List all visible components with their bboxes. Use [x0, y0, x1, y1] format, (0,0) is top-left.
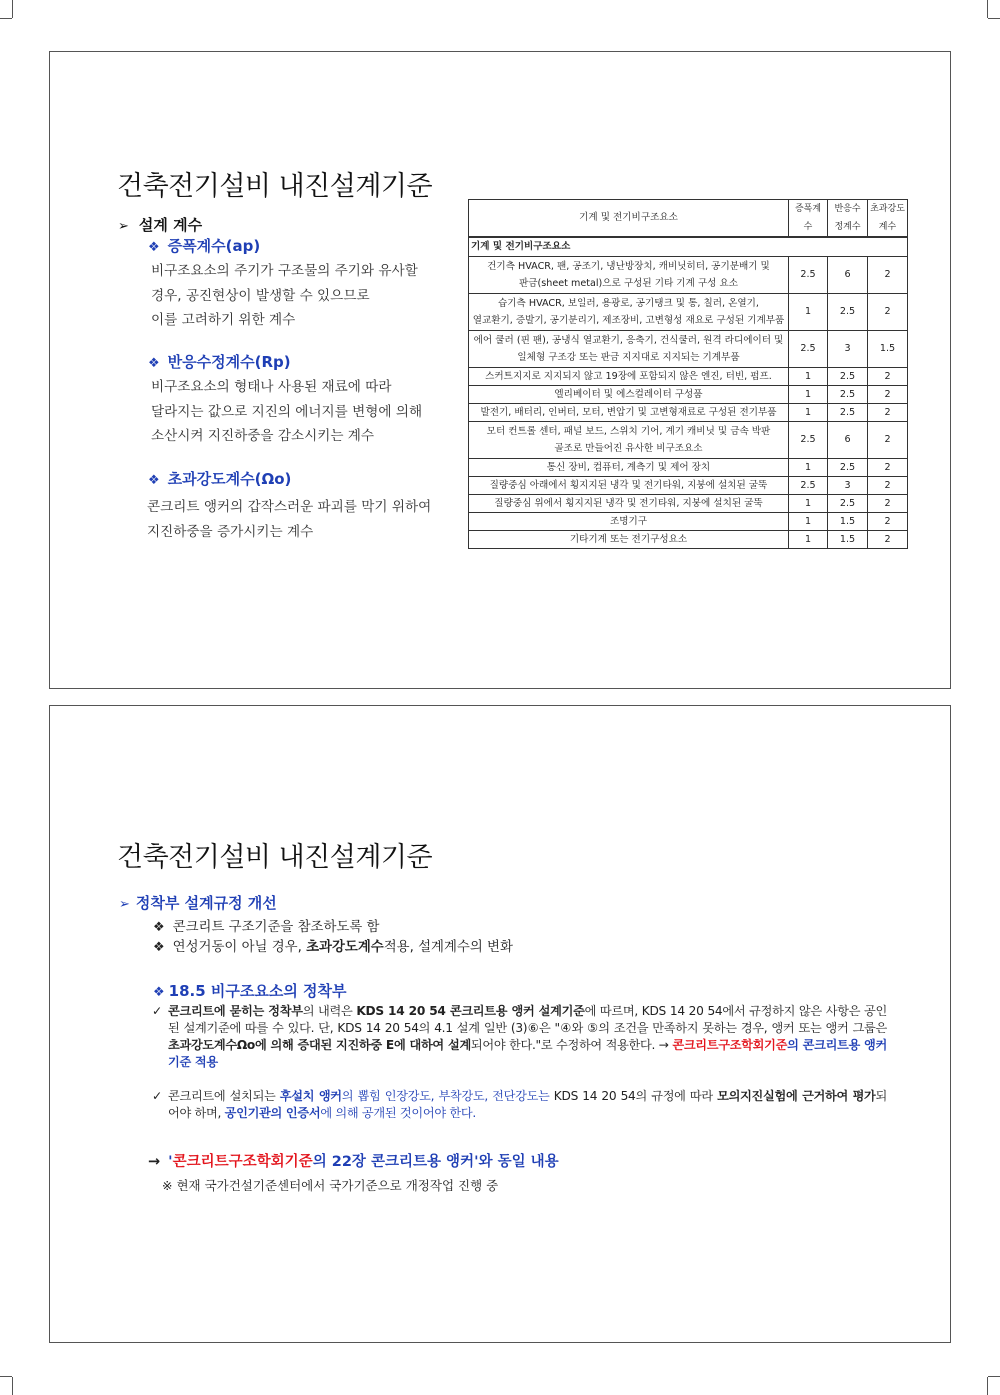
diamond-bullet-icon: ❖ — [148, 240, 160, 255]
rp-cell: 3 — [828, 330, 868, 367]
ap-cell: 1 — [789, 367, 828, 385]
slide-1 — [49, 51, 951, 689]
omega-cell: 2 — [868, 421, 908, 458]
section-heading: ➢ 설계 계수 — [118, 216, 203, 234]
arrow-bullet-icon: ➢ — [118, 219, 129, 234]
component-cell: 발전기, 배터리, 인버터, 모터, 변압기 및 고변형재료로 구성된 전기부품 — [469, 403, 789, 421]
table-row — [469, 476, 908, 494]
col-header-rp: 반응수 정계수 — [828, 200, 868, 238]
ap-cell: 1 — [789, 293, 828, 330]
omega-cell: 2 — [868, 367, 908, 385]
table-row — [469, 330, 908, 367]
conclusion-line: → '콘크리트구조학회기준의 22장 콘크리트용 앵커'와 동일 내용 — [148, 1154, 559, 1170]
diamond-bullet-icon: ❖ — [153, 920, 165, 935]
crop-mark — [987, 0, 988, 18]
component-cell: 습기측 HVACR, 보일러, 용광로, 공기탱크 및 통, 칠러, 온열기, 열교환기, 증발기, 공기분리기, 제조장비, 고변형성 재요로 구성된 기계부품 — [469, 293, 789, 330]
component-cell: 질량중심 아래에서 횡지지된 냉각 및 전기타워, 지붕에 설치된 굴뚝 — [469, 476, 789, 494]
component-cell: 에어 쿨러 (핀 팬), 공냉식 열교환기, 응축기, 건식쿨러, 원격 라디에이터 및 일체형 구조강 또는 판금 지지대로 지지되는 기계부품 — [469, 330, 789, 367]
omega-cell: 2 — [868, 476, 908, 494]
component-cell: 질량중심 위에서 횡지지된 냉각 및 전기타워, 지붕에 설치된 굴뚝 — [469, 494, 789, 512]
omega-cell: 1.5 — [868, 330, 908, 367]
checkmark-icon: ✓ — [152, 1004, 163, 1018]
component-cell: 모터 컨트롤 센터, 패널 보드, 스위치 기어, 계기 캐비닛 및 금속 박판 골조로 만들어진 유사한 비구조요소 — [469, 421, 789, 458]
table-row — [469, 367, 908, 385]
rp-cell: 2.5 — [828, 293, 868, 330]
paragraph-omega: 콘크리트 앵커의 갑작스러운 파괴를 막기 위하여 지진하중을 증가시키는 계수 — [147, 499, 432, 540]
crop-mark — [987, 1377, 988, 1395]
rp-cell: 2.5 — [828, 494, 868, 512]
rp-cell: 3 — [828, 476, 868, 494]
component-cell: 엘리베이터 및 에스컬레이터 구성품 — [469, 385, 789, 403]
col-header-omega: 초과강도 계수 — [868, 200, 908, 238]
table-row — [469, 403, 908, 421]
table-row — [469, 421, 908, 458]
slide-2 — [49, 705, 951, 1343]
rp-cell: 2.5 — [828, 367, 868, 385]
omega-cell: 2 — [868, 403, 908, 421]
omega-cell: 2 — [868, 385, 908, 403]
slide-title: 건축전기설비 내진설계기준 — [117, 171, 433, 202]
rp-cell: 1.5 — [828, 530, 868, 548]
diamond-bullet-icon: ❖ — [148, 473, 160, 488]
crop-mark — [0, 18, 12, 19]
omega-cell: 2 — [868, 293, 908, 330]
coefficient-table — [468, 199, 908, 549]
crop-mark — [0, 1376, 12, 1377]
crop-mark — [988, 18, 1000, 19]
rp-cell: 6 — [828, 421, 868, 458]
omega-cell: 2 — [868, 530, 908, 548]
ap-cell: 1 — [789, 494, 828, 512]
rp-cell: 2.5 — [828, 458, 868, 476]
slide-title: 건축전기설비 내진설계기준 — [117, 842, 433, 873]
table-row — [469, 530, 908, 548]
omega-cell: 2 — [868, 512, 908, 530]
subheading-ap: ❖ 증폭계수(ap) — [148, 237, 261, 255]
table-row — [469, 256, 908, 293]
ap-cell: 1 — [789, 512, 828, 530]
diamond-bullet-icon: ❖ — [148, 356, 160, 371]
component-cell: 조명기구 — [469, 512, 789, 530]
diamond-bullet-icon: ❖ — [153, 985, 165, 1000]
subheading-rp: ❖ 반응수정계수(Rp) — [148, 353, 291, 371]
ap-cell: 1 — [789, 403, 828, 421]
table-row — [469, 458, 908, 476]
diamond-bullet-icon: ❖ — [153, 940, 165, 955]
paragraph-ap: 비구조요소의 주기가 구조물의 주기와 유사할 경우, 공진현상이 발생할 수 있으므로 이를 고려하기 위한 계수 — [151, 263, 418, 328]
check-item-embedded-anchor: ✓ 콘크리트에 묻히는 정착부의 내력은 KDS 14 20 54 콘크리트용 앵커 설계기준에 따르며, KDS 14 20 54에서 규정하지 않은 사항은 공인된 설계기준에 따를 수 있다. 단, KDS 14 20 54의 4.1 설계 일반 (3)⑥은 "④와 ⑤의 조건을 만족하지 못하는 경우, 앵커 또는 앵커 그룹은 초과강도계수Ωo에 의해 증대된 지진하중 E에 대하여 설계되어야 한다."로 수정하여 적용한다. → 콘크리트구조학회기준의 콘크리트용 앵커기준 적용 — [152, 1004, 887, 1069]
table-row — [469, 512, 908, 530]
bullet-item: ❖ 콘크리트 구조기준을 참조하도록 함 — [153, 920, 380, 935]
rp-cell: 2.5 — [828, 403, 868, 421]
footnote: ※ 현재 국가건설기준센터에서 국가기준으로 개정작업 진행 중 — [162, 1178, 499, 1193]
omega-cell: 2 — [868, 458, 908, 476]
section-heading: ➢ 정착부 설계규정 개선 — [119, 894, 277, 912]
col-header-component: 기계 및 전기비구조요소 — [469, 200, 789, 238]
ap-cell: 2.5 — [789, 330, 828, 367]
crop-mark — [12, 0, 13, 18]
omega-cell: 2 — [868, 494, 908, 512]
table-row — [469, 293, 908, 330]
checkmark-icon: ✓ — [152, 1089, 163, 1103]
crop-mark — [12, 1377, 13, 1395]
component-cell: 건기측 HVACR, 팬, 공조기, 냉난방장치, 캐비닛히터, 공기분배기 및 판금(sheet metal)으로 구성된 기타 기계 구성 요소 — [469, 256, 789, 293]
ap-cell: 1 — [789, 385, 828, 403]
ap-cell: 1 — [789, 530, 828, 548]
table-category-row — [469, 237, 908, 256]
rp-cell: 6 — [828, 256, 868, 293]
arrow-bullet-icon: ➢ — [119, 897, 130, 912]
component-cell: 스커트지지로 지지되지 않고 19장에 포함되지 않은 엔진, 터빈, 펌프. — [469, 367, 789, 385]
crop-mark — [988, 1376, 1000, 1377]
rp-cell: 2.5 — [828, 385, 868, 403]
table-row — [469, 385, 908, 403]
component-cell: 통신 장비, 컴퓨터, 계측기 및 제어 장치 — [469, 458, 789, 476]
category-label: 기계 및 전기비구조요소 — [469, 237, 908, 256]
subheading-omega: ❖ 초과강도계수(Ωo) — [148, 470, 292, 488]
col-header-ap: 증폭계수 — [789, 200, 828, 238]
ap-cell: 2.5 — [789, 421, 828, 458]
rp-cell: 1.5 — [828, 512, 868, 530]
check-item-post-installed-anchor: ✓ 콘크리트에 설치되는 후설치 앵커의 뽑힘 인장강도, 부착강도, 전단강도는 KDS 14 20 54의 규정에 따라 모의지진실험에 근거하여 평가되어야 하며, 공인기관의 인증서에 의해 공개된 것이어야 한다. — [152, 1089, 888, 1120]
paragraph-rp: 비구조요소의 형태나 사용된 재료에 따라 달라지는 값으로 지진의 에너지를 변형에 의해 소산시켜 지진하중을 감소시키는 계수 — [151, 379, 423, 444]
omega-cell: 2 — [868, 256, 908, 293]
table-header-row — [469, 200, 908, 238]
right-arrow-icon: → — [148, 1154, 161, 1170]
ap-cell: 2.5 — [789, 256, 828, 293]
table-row — [469, 494, 908, 512]
ap-cell: 2.5 — [789, 476, 828, 494]
component-cell: 기타기계 또는 전기구성요소 — [469, 530, 789, 548]
ap-cell: 1 — [789, 458, 828, 476]
bullet-item: ❖ 연성거동이 아닐 경우, 초과강도계수적용, 설계계수의 변화 — [153, 940, 513, 955]
section-18-5-heading: ❖ 18.5 비구조요소의 정착부 — [153, 982, 347, 1000]
